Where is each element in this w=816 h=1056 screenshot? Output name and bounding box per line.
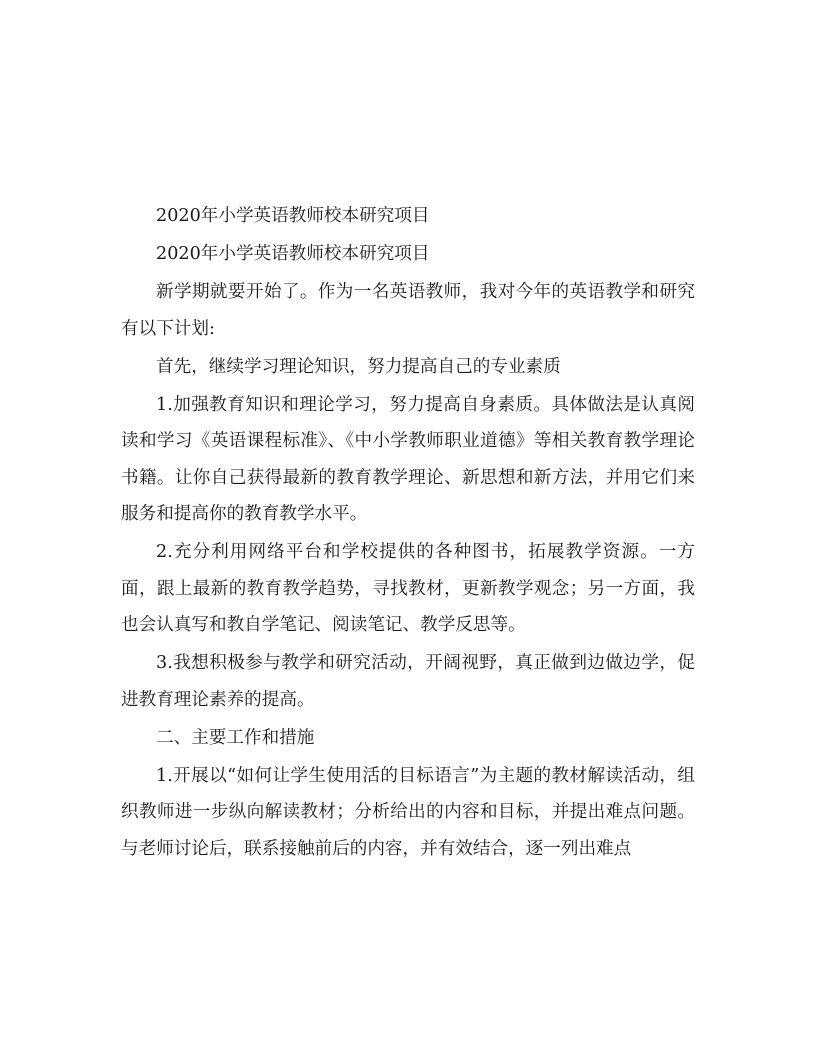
- paragraph-item-3: 3.我想积极参与教学和研究活动，开阔视野，真正做到边做边学，促进教育理论素养的提高。: [121, 653, 695, 710]
- title-line-2: 2020年小学英语教师校本研究项目: [156, 244, 430, 264]
- paragraph-item-1: 1.加强教育知识和理论学习，努力提高自身素质。具体做法是认真阅读和学习《英语课程标准》、《中小学教师职业道德》等相关教育教学理论书籍。让你自己获得最新的教育教学理论、新思想和新方法，并用它们来服务和提高你的教育教学水平。: [121, 394, 695, 524]
- document-body: [121, 198, 695, 869]
- paragraph-intro: 新学期就要开始了。作为一名英语教师，我对今年的英语教学和研究有以下计划:: [121, 282, 695, 339]
- paragraph-item-2: 2.充分利用网络平台和学校提供的各种图书，拓展教学资源。一方面，跟上最新的教育教学趋势，寻找教材，更新教学观念；另一方面，我也会认真写和教自学笔记、阅读笔记、教学反思等。: [121, 542, 695, 635]
- section-heading-two: 二、主要工作和措施: [156, 727, 315, 748]
- title-line-1: 2020年小学英语教师校本研究项目: [156, 206, 430, 226]
- section-heading-first: 首先，继续学习理论知识，努力提高自己的专业素质: [156, 356, 561, 377]
- paragraph-work-1: 1.开展以“如何让学生使用活的目标语言”为主题的教材解读活动，组织教师进一步纵向解读教材；分析给出的内容和目标，并提出难点问题。与老师讨论后，联系接触前后的内容，并有效结合，逐一列出难点: [121, 765, 695, 859]
